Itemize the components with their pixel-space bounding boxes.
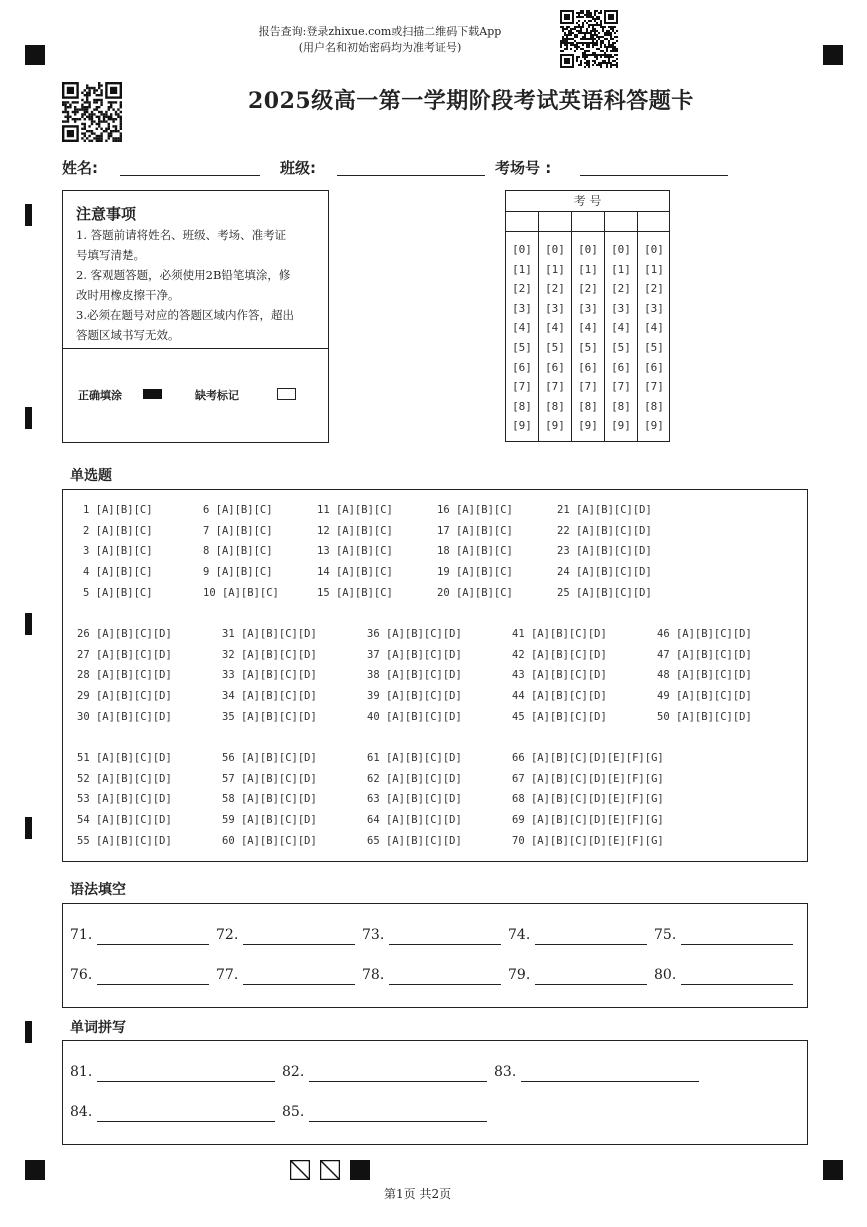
question-number: 77. (216, 967, 239, 983)
choice-question[interactable]: 62 [A][B][C][D] (367, 772, 462, 785)
answer-line[interactable] (681, 944, 793, 945)
exam-id-bubble[interactable]: [1] (611, 262, 631, 276)
choice-question[interactable]: 23 [A][B][C][D] (557, 545, 652, 558)
choice-question[interactable]: 30 [A][B][C][D] (77, 710, 172, 723)
exam-id-bubble[interactable]: [3] (512, 301, 532, 315)
report-query-line2: (用户名和初始密码均为准考证号) (298, 41, 462, 54)
notice-text (76, 225, 321, 345)
choice-question[interactable]: 7 [A][B][C] (203, 524, 273, 537)
choice-question[interactable]: 15 [A][B][C] (317, 586, 393, 599)
choice-question[interactable]: 8 [A][B][C] (203, 545, 273, 558)
answer-line[interactable] (309, 1081, 487, 1082)
question-number: 71. (70, 927, 93, 943)
choice-question[interactable]: 67 [A][B][C][D][E][F][G] (512, 772, 664, 785)
choice-question[interactable]: 47 [A][B][C][D] (657, 648, 752, 661)
choice-question[interactable]: 18 [A][B][C] (437, 545, 513, 558)
question-number: 76. (70, 967, 93, 983)
exam-id-bubble[interactable]: [8] (611, 399, 631, 413)
exam-id-bubble[interactable]: [0] (644, 243, 664, 256)
exam-id-bubble[interactable]: [9] (644, 419, 664, 433)
choice-question[interactable]: 14 [A][B][C] (317, 566, 393, 579)
answer-line[interactable] (681, 984, 793, 985)
corner-marker-top-left (25, 45, 45, 65)
class-label: 班级: (280, 159, 316, 177)
choice-question[interactable]: 34 [A][B][C][D] (222, 690, 317, 703)
choice-question[interactable]: 64 [A][B][C][D] (367, 814, 462, 827)
choice-question[interactable]: 36 [A][B][C][D] (367, 628, 462, 640)
choice-question[interactable]: 9 [A][B][C] (203, 566, 273, 579)
exam-id-bubble[interactable]: [0] (545, 243, 565, 256)
answer-line[interactable] (535, 944, 647, 945)
question-number: 74. (508, 927, 531, 943)
exam-id-digit-column (572, 240, 604, 436)
choice-question[interactable]: 1 [A][B][C] (83, 504, 153, 516)
word-spelling-box (62, 1040, 808, 1145)
notice-line: 3.必须在题号对应的答题区域内作答，超出 (76, 308, 294, 322)
exam-id-bubble[interactable]: [1] (512, 262, 532, 276)
choice-question[interactable]: 24 [A][B][C][D] (557, 566, 652, 579)
choice-question[interactable]: 10 [A][B][C] (203, 586, 279, 599)
choice-question[interactable]: 55 [A][B][C][D] (77, 834, 172, 847)
answer-line[interactable] (389, 944, 501, 945)
notice-line: 号填写清楚。 (76, 248, 145, 262)
exam-id-bubble[interactable]: [5] (512, 340, 532, 354)
choice-question[interactable]: 27 [A][B][C][D] (77, 648, 172, 661)
exam-id-bubble[interactable]: [4] (545, 321, 565, 335)
class-field[interactable] (337, 175, 485, 176)
exam-id-bubble[interactable]: [8] (512, 399, 532, 413)
question-number: 83. (494, 1064, 517, 1080)
answer-line[interactable] (309, 1121, 487, 1122)
choice-question[interactable]: 35 [A][B][C][D] (222, 710, 317, 723)
choice-question[interactable]: 68 [A][B][C][D][E][F][G] (512, 793, 664, 806)
choice-question[interactable]: 45 [A][B][C][D] (512, 710, 607, 723)
notice-box (62, 190, 329, 443)
notice-title: 注意事项 (76, 205, 137, 223)
side-marker (25, 1021, 32, 1043)
answer-line[interactable] (97, 984, 209, 985)
qr-code-sheet-id (62, 82, 122, 142)
exam-id-title: 考 号 (506, 191, 669, 212)
choice-question[interactable]: 33 [A][B][C][D] (222, 669, 317, 682)
choice-question[interactable]: 63 [A][B][C][D] (367, 793, 462, 806)
exam-id-bubble[interactable]: [3] (578, 301, 598, 315)
question-number: 80. (654, 967, 677, 983)
exam-id-bubble[interactable]: [0] (578, 243, 598, 256)
choice-question[interactable]: 50 [A][B][C][D] (657, 710, 752, 723)
exam-id-bubble[interactable]: [1] (578, 262, 598, 276)
choice-question[interactable]: 2 [A][B][C] (83, 524, 153, 537)
name-label: 姓名: (62, 159, 98, 177)
choice-question[interactable]: 19 [A][B][C] (437, 566, 513, 579)
grammar-fill-box (62, 903, 808, 1008)
choice-question[interactable]: 13 [A][B][C] (317, 545, 393, 558)
exam-id-grid (505, 190, 670, 442)
question-number: 81. (70, 1064, 93, 1080)
exam-id-bubble[interactable]: [1] (545, 262, 565, 276)
choice-question[interactable]: 32 [A][B][C][D] (222, 648, 317, 661)
exam-id-digit-column (638, 240, 670, 436)
exam-id-bubble[interactable]: [0] (512, 243, 532, 256)
single-choice-box (62, 489, 808, 862)
choice-question[interactable]: 17 [A][B][C] (437, 524, 513, 537)
exam-id-digit-column (539, 240, 571, 436)
side-marker (25, 204, 32, 226)
notice-line: 1. 答题前请将姓名、班级、考场、准考证 (76, 228, 287, 242)
question-number: 78. (362, 967, 385, 983)
question-number: 79. (508, 967, 531, 983)
corner-marker-bottom-left (25, 1160, 45, 1180)
choice-question[interactable]: 37 [A][B][C][D] (367, 648, 462, 661)
choice-question[interactable]: 42 [A][B][C][D] (512, 648, 607, 661)
choice-question[interactable]: 22 [A][B][C][D] (557, 524, 652, 537)
exam-id-bubble[interactable]: [5] (545, 340, 565, 354)
question-number: 72. (216, 927, 239, 943)
answer-line[interactable] (97, 944, 209, 945)
exam-id-bubble[interactable]: [4] (578, 321, 598, 335)
answer-line[interactable] (243, 944, 355, 945)
choice-question[interactable]: 16 [A][B][C] (437, 504, 513, 516)
exam-id-bubble[interactable]: [3] (644, 301, 664, 315)
report-query-line1: 报告查询:登录zhixue.com或扫描二维码下载App (258, 25, 502, 38)
question-number: 84. (70, 1104, 93, 1120)
choice-question[interactable]: 21 [A][B][C][D] (557, 504, 652, 516)
choice-question[interactable]: 57 [A][B][C][D] (222, 772, 317, 785)
choice-question[interactable]: 69 [A][B][C][D][E][F][G] (512, 814, 664, 827)
exam-id-bubble[interactable]: [9] (512, 419, 532, 433)
exam-id-bubble[interactable]: [5] (578, 340, 598, 354)
corner-marker-top-right (823, 45, 843, 65)
side-marker (25, 407, 32, 429)
exam-id-bubble[interactable]: [9] (545, 419, 565, 433)
notice-line: 2. 客观题答题，必须使用2B铅笔填涂，修 (76, 268, 291, 282)
question-number: 82. (282, 1064, 305, 1080)
choice-question[interactable]: 26 [A][B][C][D] (77, 628, 172, 640)
corner-marker-bottom-right (823, 1160, 843, 1180)
single-choice-title: 单选题 (70, 468, 112, 484)
choice-question[interactable]: 59 [A][B][C][D] (222, 814, 317, 827)
grammar-fill-title: 语法填空 (70, 882, 126, 898)
choice-question[interactable]: 5 [A][B][C] (83, 586, 153, 599)
page-marker-hatched (290, 1160, 310, 1180)
exam-id-bubble[interactable]: [6] (512, 360, 532, 374)
exam-id-bubble[interactable]: [6] (644, 360, 664, 374)
choice-question[interactable]: 48 [A][B][C][D] (657, 669, 752, 682)
page-marker-filled (350, 1160, 370, 1180)
exam-id-bubble[interactable]: [6] (578, 360, 598, 374)
exam-id-bubble[interactable]: [6] (545, 360, 565, 374)
exam-id-bubble[interactable]: [5] (644, 340, 664, 354)
exam-id-bubble[interactable]: [9] (578, 419, 598, 433)
choice-question[interactable]: 12 [A][B][C] (317, 524, 393, 537)
exam-id-bubble[interactable]: [4] (644, 321, 664, 335)
exam-id-bubble[interactable]: [2] (578, 282, 598, 296)
exam-id-bubble[interactable]: [0] (611, 243, 631, 256)
question-number: 85. (282, 1104, 305, 1120)
exam-id-bubble[interactable]: [2] (545, 282, 565, 296)
exam-id-bubble[interactable]: [3] (545, 301, 565, 315)
answer-line[interactable] (97, 1121, 275, 1122)
exam-id-digit-column (605, 240, 637, 436)
answer-line[interactable] (243, 984, 355, 985)
choice-question[interactable]: 56 [A][B][C][D] (222, 752, 317, 764)
choice-question[interactable]: 39 [A][B][C][D] (367, 690, 462, 703)
exam-id-write-row[interactable] (506, 211, 669, 232)
exam-room-label: 考场号 : (495, 159, 552, 177)
choice-question[interactable]: 51 [A][B][C][D] (77, 752, 172, 764)
correct-fill-label: 正确填涂 (78, 389, 122, 402)
exam-id-bubble[interactable]: [6] (611, 360, 631, 374)
choice-question[interactable]: 65 [A][B][C][D] (367, 834, 462, 847)
choice-question[interactable]: 38 [A][B][C][D] (367, 669, 462, 682)
exam-id-bubble[interactable]: [7] (578, 380, 598, 394)
notice-divider (63, 348, 328, 349)
choice-question[interactable]: 66 [A][B][C][D][E][F][G] (512, 752, 664, 764)
exam-id-bubble[interactable]: [9] (611, 419, 631, 433)
exam-id-bubble[interactable]: [5] (611, 340, 631, 354)
absent-mark-checkbox[interactable] (277, 388, 296, 400)
exam-id-bubble[interactable]: [4] (611, 321, 631, 335)
answer-line[interactable] (389, 984, 501, 985)
exam-id-bubble[interactable]: [7] (644, 380, 664, 394)
qr-code-download-app[interactable] (560, 10, 618, 68)
choice-question[interactable]: 70 [A][B][C][D][E][F][G] (512, 834, 664, 847)
exam-id-bubble[interactable]: [7] (545, 380, 565, 394)
choice-question[interactable]: 3 [A][B][C] (83, 545, 153, 558)
choice-question[interactable]: 25 [A][B][C][D] (557, 586, 652, 599)
choice-question[interactable]: 28 [A][B][C][D] (77, 669, 172, 682)
exam-id-bubble[interactable]: [2] (644, 282, 664, 296)
choice-question[interactable]: 11 [A][B][C] (317, 504, 393, 516)
question-number: 75. (654, 927, 677, 943)
choice-question[interactable]: 40 [A][B][C][D] (367, 710, 462, 723)
choice-question[interactable]: 60 [A][B][C][D] (222, 834, 317, 847)
sheet-title: 2025级高一第一学期阶段考试英语科答题卡 (248, 88, 694, 114)
report-query-text (220, 24, 540, 56)
choice-question[interactable]: 20 [A][B][C] (437, 586, 513, 599)
exam-id-bubble[interactable]: [8] (644, 399, 664, 413)
choice-question[interactable]: 31 [A][B][C][D] (222, 628, 317, 640)
exam-id-bubble[interactable]: [1] (644, 262, 664, 276)
notice-line: 答题区域书写无效。 (76, 328, 180, 342)
choice-question[interactable]: 52 [A][B][C][D] (77, 772, 172, 785)
exam-id-bubble[interactable]: [3] (611, 301, 631, 315)
exam-id-bubble[interactable]: [4] (512, 321, 532, 335)
exam-room-field[interactable] (580, 175, 728, 176)
answer-line[interactable] (535, 984, 647, 985)
choice-question[interactable]: 44 [A][B][C][D] (512, 690, 607, 703)
choice-question[interactable]: 54 [A][B][C][D] (77, 814, 172, 827)
choice-question[interactable]: 43 [A][B][C][D] (512, 669, 607, 682)
word-spelling-title: 单词拼写 (70, 1020, 126, 1036)
choice-question[interactable]: 49 [A][B][C][D] (657, 690, 752, 703)
exam-id-bubble[interactable]: [8] (545, 399, 565, 413)
exam-id-bubble[interactable]: [2] (611, 282, 631, 296)
notice-line: 改时用橡皮擦干净。 (76, 288, 180, 302)
choice-question[interactable]: 41 [A][B][C][D] (512, 628, 607, 640)
page-marker-hatched (320, 1160, 340, 1180)
answer-line[interactable] (97, 1081, 275, 1082)
absent-mark-label: 缺考标记 (195, 389, 239, 402)
choice-question[interactable]: 29 [A][B][C][D] (77, 690, 172, 703)
choice-question[interactable]: 53 [A][B][C][D] (77, 793, 172, 806)
exam-id-bubble[interactable]: [2] (512, 282, 532, 296)
choice-question[interactable]: 6 [A][B][C] (203, 504, 273, 516)
choice-question[interactable]: 46 [A][B][C][D] (657, 628, 752, 640)
choice-question[interactable]: 4 [A][B][C] (83, 566, 153, 579)
question-number: 73. (362, 927, 385, 943)
exam-id-bubble[interactable]: [7] (611, 380, 631, 394)
name-field[interactable] (120, 175, 260, 176)
exam-id-bubble[interactable]: [8] (578, 399, 598, 413)
filled-bubble-sample (143, 389, 162, 399)
choice-question[interactable]: 61 [A][B][C][D] (367, 752, 462, 764)
exam-id-bubble[interactable]: [7] (512, 380, 532, 394)
choice-question[interactable]: 58 [A][B][C][D] (222, 793, 317, 806)
side-marker (25, 817, 32, 839)
page-number: 第1页 共2页 (384, 1187, 452, 1201)
exam-id-digit-column (506, 240, 538, 436)
side-marker (25, 613, 32, 635)
answer-line[interactable] (521, 1081, 699, 1082)
